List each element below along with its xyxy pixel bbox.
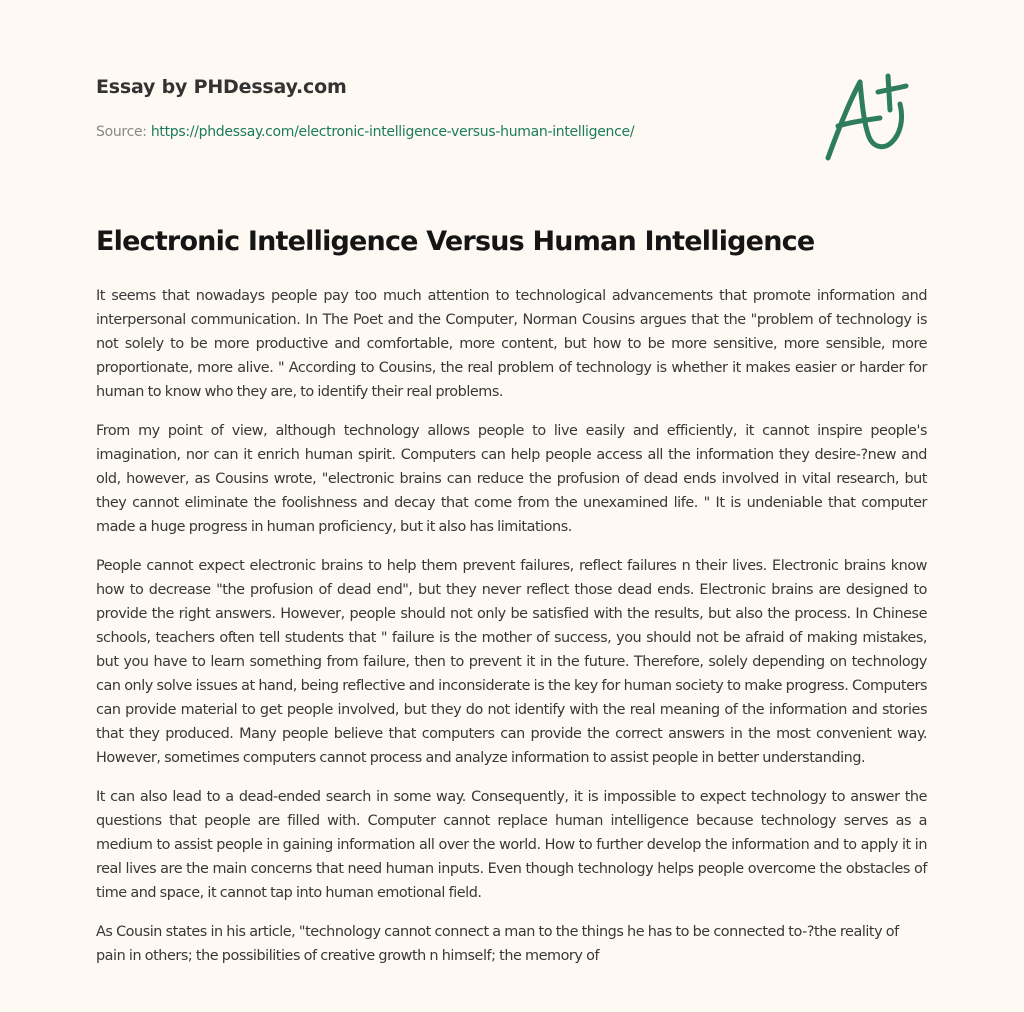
- a-plus-grade-icon: [818, 64, 938, 169]
- source-label: Source:: [96, 124, 151, 140]
- essay-title: Electronic Intelligence Versus Human Intelligence: [96, 226, 815, 257]
- essay-paragraph: As Cousin states in his article, "technology cannot connect a man to the things he has to be connected to-?the reality of pain in others; the possibilities of creative growth n himself; the memory of: [96, 924, 899, 964]
- source-line: [96, 124, 796, 140]
- essay-paragraph: People cannot expect electronic brains to help them prevent failures, reflect failures n their lives. Electronic brains know how to decrease "the profusion of dead end", but they never reflect those dead ends. Electronic brains are designed to provide the right answers. However, people should not only be satisfied with the results, but also the process. In Chinese schools, teachers often tell students that " failure is the mother of success, you should not be afraid of making mistakes, but you have to learn something from failure, then to prevent it in the future. Therefore, solely depending on technology can only solve issues at hand, being reflective and inconsiderate is the key for human society to make progress. Computers can provide material to get people involved, but they do not identify with the real meaning of the information and stories that they produced. Many people believe that computers can provide the correct answers in the most convenient way. However, sometimes computers cannot process and analyze information to assist people in better understanding.: [96, 558, 927, 766]
- essay-paragraph: It can also lead to a dead-ended search in some way. Consequently, it is impossible to expect technology to answer the questions that people are filled with. Computer cannot replace human intelligence because technology serves as a medium to assist people in gaining information all over the world. How to further develop the information and to apply it in real lives are the main concerns that need human inputs. Even though technology helps people overcome the obstacles of time and space, it cannot tap into human emotional field.: [96, 789, 927, 901]
- site-title: Essay by PHDessay.com: [96, 76, 347, 98]
- essay-paragraph: It seems that nowadays people pay too much attention to technological advancements that promote information and interpersonal communication. In The Poet and the Computer, Norman Cousins argues that the "problem of technology is not solely to be more productive and comfortable, more content, but how to be more sensitive, more sensible, more proportionate, more alive. " According to Cousins, the real problem of technology is whether it makes easier or harder for human to know who they are, to identify their real problems.: [96, 288, 927, 400]
- page-header: [96, 76, 796, 140]
- essay-body: [96, 284, 927, 983]
- source-link[interactable]: https://phdessay.com/electronic-intelligence-versus-human-intelligence/: [150, 124, 635, 140]
- essay-paragraph: From my point of view, although technology allows people to live easily and efficiently, it cannot inspire people's imagination, nor can it enrich human spirit. Computers can help people access all the information they desire-?new and old, however, as Cousins wrote, "electronic brains can reduce the profusion of dead ends involved in vital research, but they cannot eliminate the foolishness and decay that come from the unexamined life. " It is undeniable that computer made a huge progress in human proficiency, but it also has limitations.: [96, 423, 927, 535]
